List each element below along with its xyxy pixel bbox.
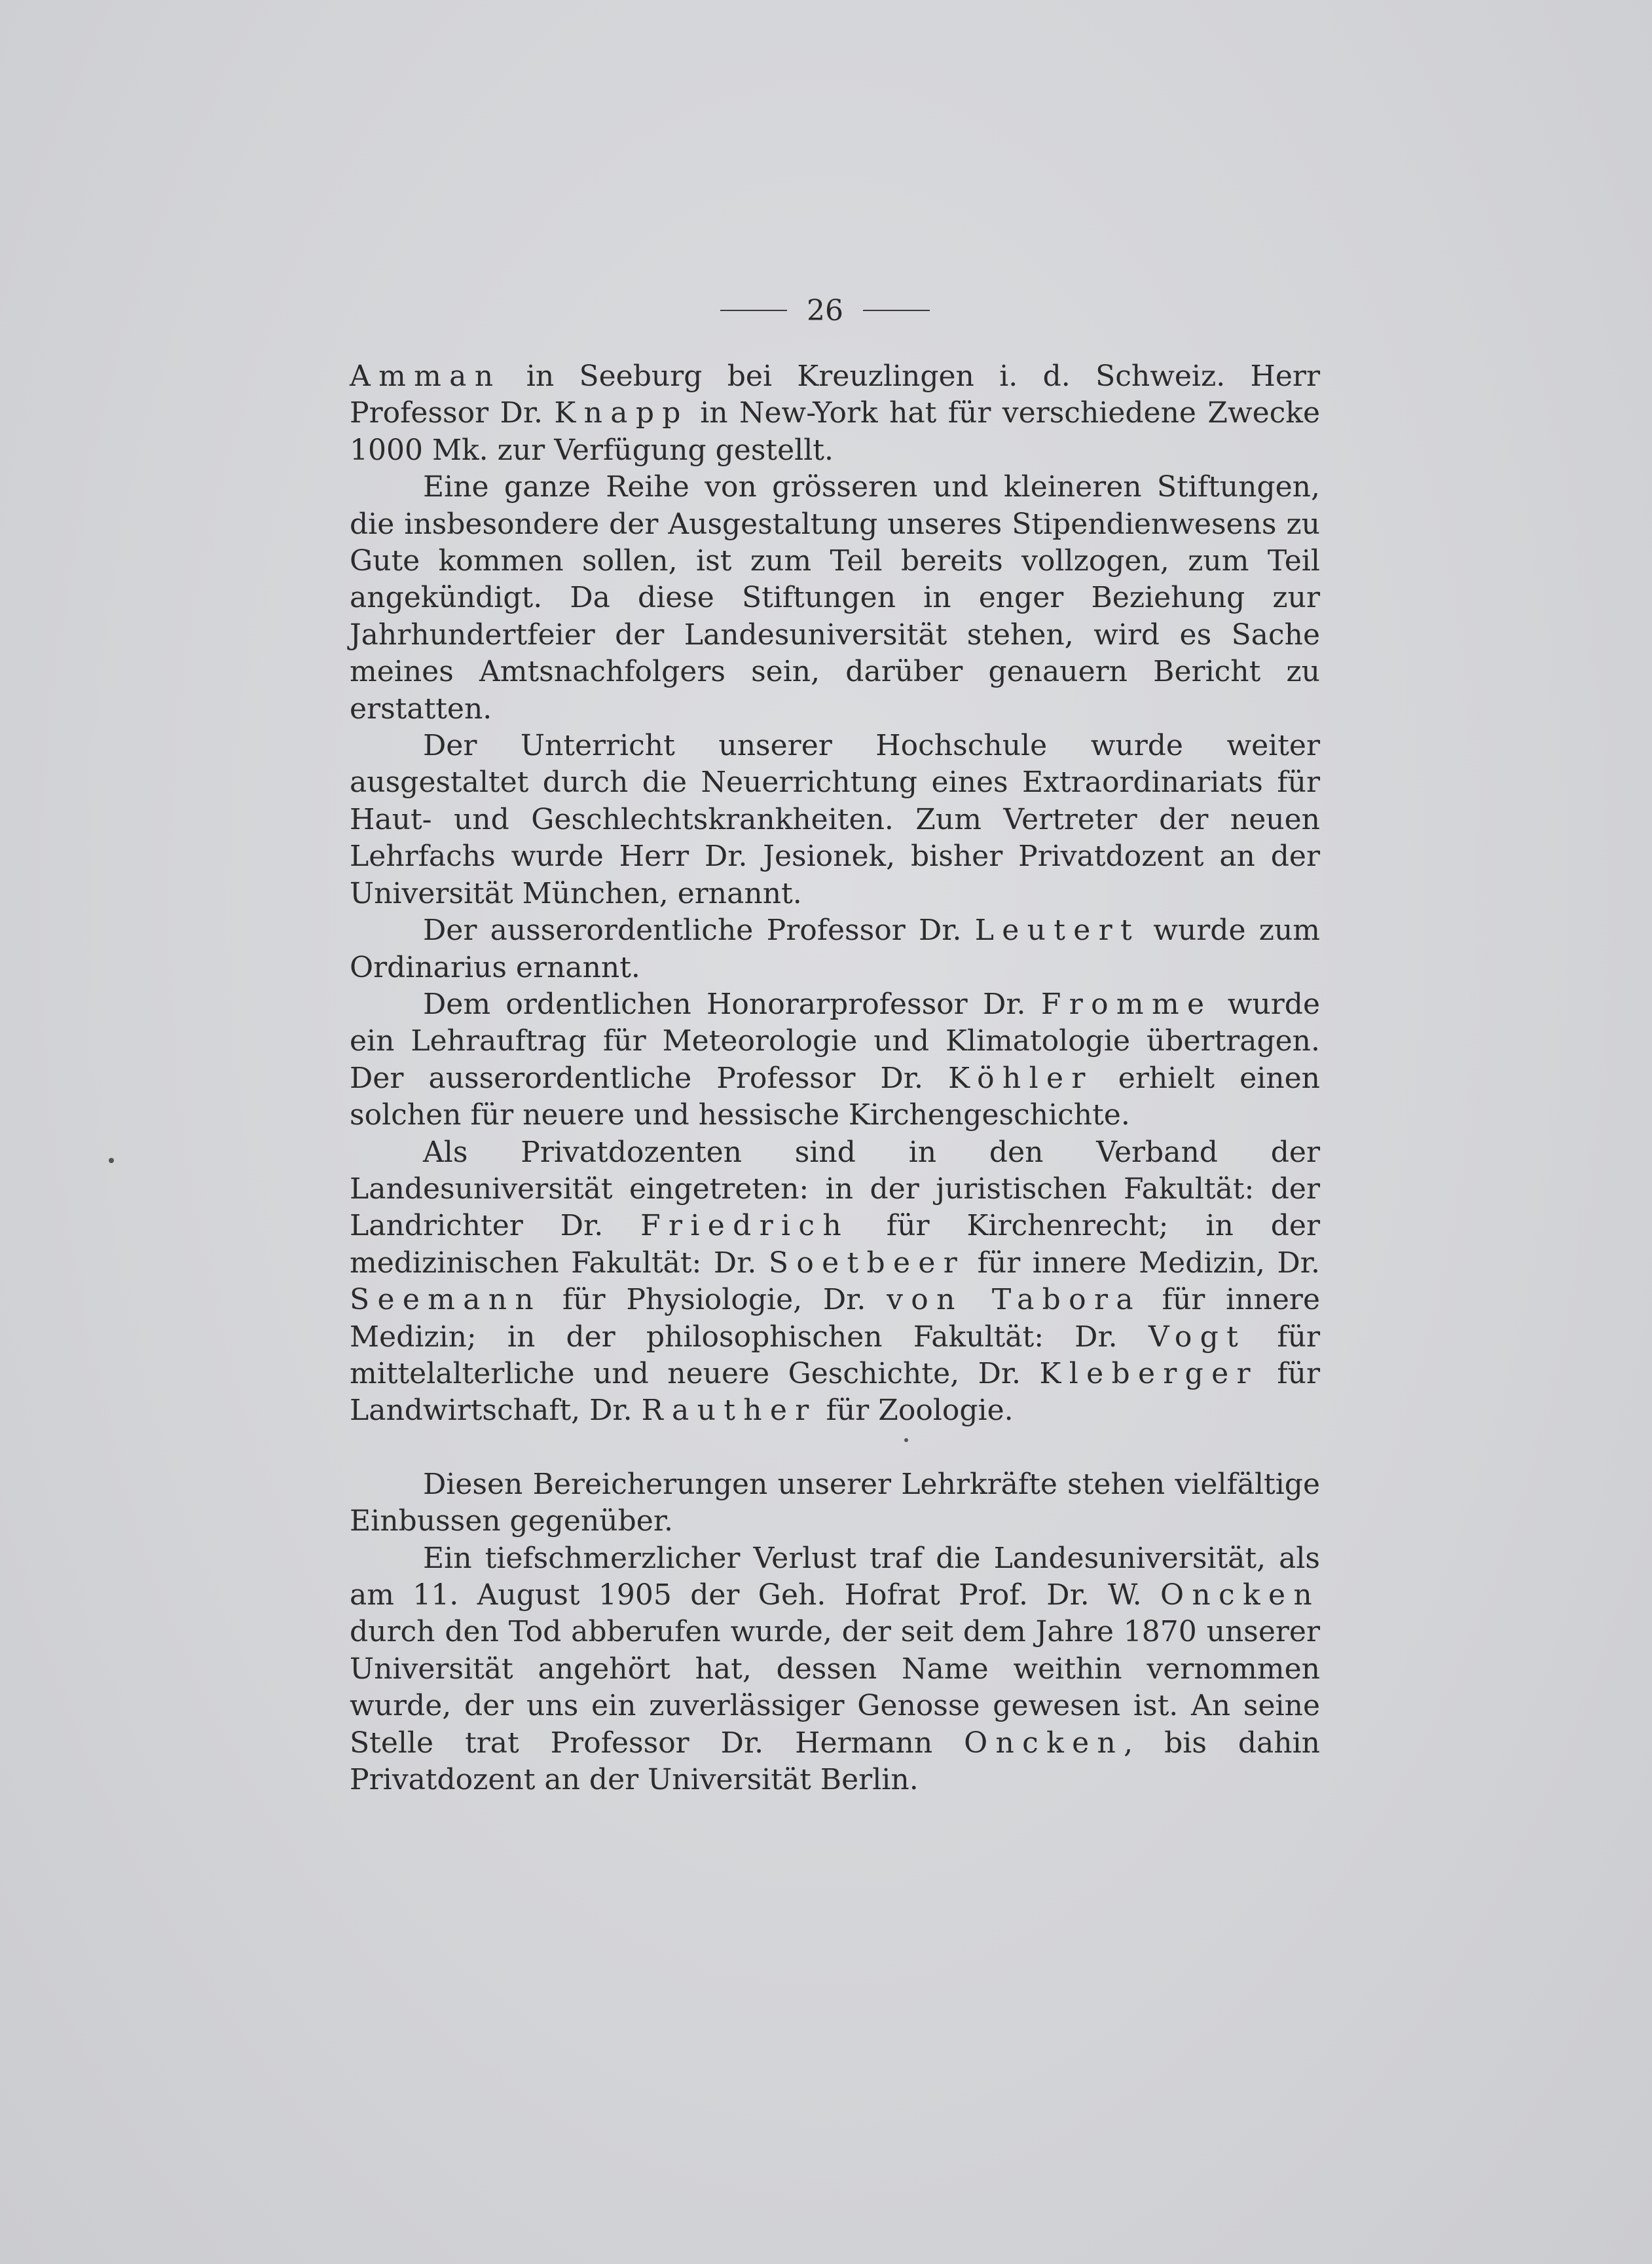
paper-speck [109,1158,114,1163]
text-run: wurde ein Lehrauftrag für Meteorologie und Klimatologie übertragen. Der ausserordentliche Professor Dr. [350,987,1320,1095]
paragraph [350,1540,1320,1799]
text-run: für mittelalterliche und neuere Geschichte, Dr. [350,1320,1320,1390]
spaced-name: Fromme [1040,987,1213,1021]
page-number: 26 [807,293,843,327]
text-run: erhielt einen solchen für neuere und hessische Kirchengeschichte. [350,1061,1321,1132]
paragraph [350,912,1320,986]
paragraph [350,469,1320,728]
spaced-name: Oncken [1160,1578,1320,1612]
paper-speck [904,1438,908,1442]
text-run: Eine ganze Reihe von grösseren und kleineren Stiftungen, die insbesondere der Ausgestaltung unseres Stipendienwesens zu Gute kommen sollen, ist zum Teil bereits vollzogen, zum Teil angekündigt. Da diese Stiftungen in enger Beziehung zur Jahrhundertfeier der Landesuniversität stehen, wird es Sache meines Amtsnachfolgers sein, darüber genauern Bericht zu erstatten. [350,470,1320,726]
text-run: in Seeburg bei Kreuzlingen i. d. Schweiz. Herr Professor Dr. [350,360,1320,430]
spaced-name: Friedrich [640,1209,849,1243]
text-run: Der Unterricht unserer Hochschule wurde weiter ausgestaltet durch die Neuerrichtung eines Extraordinariats für Haut- und Geschlechtskrankheiten. Zum Vertreter der neuen Lehrfachs wurde Herr Dr. Jesionek, bisher Privatdozent an der Universität München, ernannt. [350,729,1320,910]
text-run: Ein tiefschmerzlicher Verlust traf die Landesuniversität, als am 11. August 1905 der Geh. Hofrat Prof. Dr. W. [350,1541,1320,1612]
spaced-name: Kleberger [1039,1356,1258,1390]
text-run: Als Privatdozenten sind in den Verband der Landesuniversität eingetreten: in der juristischen Fakultät: der Landrichter Dr. [350,1135,1320,1243]
text-run: für Kirchenrecht; in der medizinischen Fakultät: Dr. [350,1209,1320,1280]
paragraph [350,1466,1320,1540]
text-run: , bis dahin Privatdozent an der Universität Berlin. [350,1726,1320,1797]
text-run: in New-York hat für verschiedene Zwecke 1000 Mk. zur Verfügung gestellt. [350,396,1320,467]
page-header [701,291,949,330]
paragraph [350,358,1320,469]
text-run: Dem ordentlichen Honorarprofessor Dr. [423,987,1041,1021]
text-run: für innere Medizin; in der philosophischen Fakultät: Dr. [350,1283,1320,1354]
right-rule [863,310,930,311]
text-run: für innere Medizin, Dr. [965,1246,1320,1280]
left-rule [720,310,787,311]
spaced-name: Amman [350,360,502,393]
spaced-name: Knapp [554,396,689,430]
spaced-name: Seemann [350,1283,542,1317]
text-run: für Physiologie, Dr. [541,1283,887,1317]
paragraph [350,1134,1320,1430]
text-run: Diesen Bereicherungen unserer Lehrkräfte stehen vielfältige Einbussen gegenüber. [350,1467,1320,1538]
spaced-name: Soetbeer [768,1246,966,1280]
paragraph [350,986,1320,1134]
body-text [350,358,1320,1798]
spaced-name: Rauther [641,1394,817,1428]
spaced-name: Köhler [948,1061,1093,1095]
spaced-name: Leutert [974,914,1140,948]
text-run: wurde zum Ordinarius ernannt. [350,914,1321,984]
paragraph [350,728,1320,912]
spaced-name: Oncken [964,1726,1124,1760]
text-run: Der ausserordentliche Professor Dr. [423,914,975,948]
spaced-name: von Tabora [887,1283,1141,1317]
text-run: durch den Tod abberufen wurde, der seit dem Jahre 1870 unserer Universität angehört hat, dessen Name weithin vernommen wurde, der uns ein zuverlässiger Genosse gewesen ist. An seine Stelle trat Professor Dr. Hermann [350,1615,1320,1760]
text-run: für Zoologie. [817,1394,1014,1428]
text-run: für Landwirtschaft, Dr. [350,1356,1320,1428]
spaced-name: Vogt [1148,1320,1247,1354]
